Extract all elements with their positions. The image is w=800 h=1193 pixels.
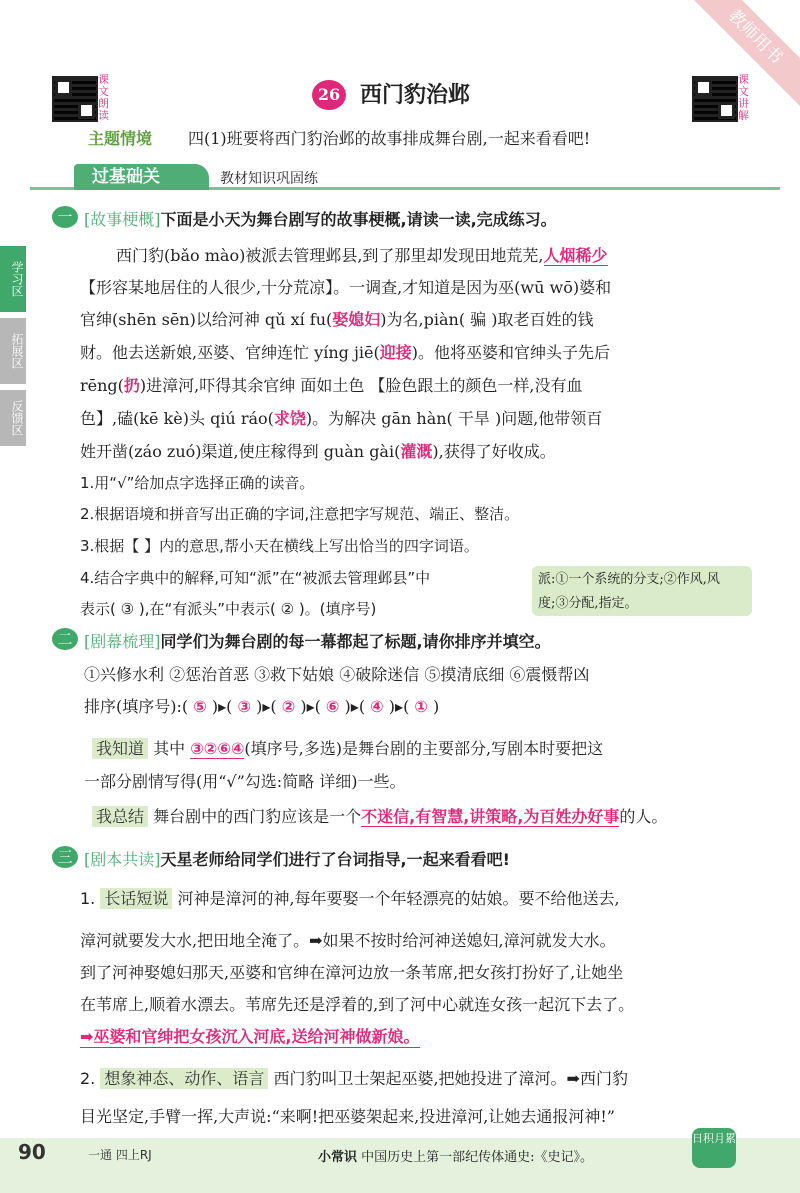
summary-row: [92, 804, 667, 827]
story-line-2: 【形容某地居住的人很少,十分荒凉】。一调查,才知道是因为巫(wū wō)婆和: [80, 278, 612, 297]
question-4-answer: 表示( ③ ),在“有派头”中表示( ② )。(填序号): [80, 600, 377, 618]
item-2-label: 想象神态、动作、语言: [100, 1068, 268, 1089]
order-answer: ⑤: [193, 697, 207, 716]
order-label: 排序(填序号):: [84, 697, 182, 716]
story-line-4: [80, 340, 610, 363]
order-answer: ①: [414, 697, 428, 716]
item-1-line-4: 在苇席上,顺着水漂去。苇席先还是浮着的,到了河中心就连女孩一起沉下去了。: [80, 995, 635, 1014]
section-1-heading: [84, 207, 557, 230]
item-2-line-2: 目光坚定,手臂一挥,大声说:“来啊!把巫婆架起来,投进漳河,让她去通报河神!”: [80, 1107, 615, 1126]
theme-label: 主题情境: [88, 129, 153, 148]
item-1-label: 长话短说: [100, 888, 172, 909]
side-tab-study[interactable]: 学习区: [0, 246, 26, 312]
item-1-line-2: 漳河就要发大水,把田地全淹了。➡如果不按时给河神送媳妇,漳河就发大水。: [80, 931, 616, 950]
side-tab-extend[interactable]: 拓展区: [0, 318, 26, 384]
story-text: )为名,piàn( 骗 )取老百姓的钱: [380, 310, 594, 329]
order-answer: ③: [237, 697, 251, 716]
order-row: 排序(填序号):( ⑤ )▸( ③ )▸( ② )▸( ⑥ )▸( ④ )▸( ① ): [84, 697, 440, 716]
item-1-number: 1.: [80, 889, 96, 908]
section-3-instruction: 天星老师给同学们进行了台词指导,一起来看看吧!: [160, 850, 510, 869]
i-know-row-2: 一部分剧情写得(用“√”勾选:简略 详细)一些。: [84, 772, 406, 791]
story-line-1: [116, 243, 608, 266]
page-number: 90: [18, 1140, 46, 1164]
item-1-row: [80, 886, 620, 909]
story-line-6: [80, 406, 602, 429]
tip-text: 中国历史上第一部纪传体通史:《史记》。: [361, 1150, 594, 1165]
story-text: )。为解决 gān hàn( 干旱 )问题,他带领百: [305, 409, 603, 428]
i-know-answer: ③②⑥④: [190, 739, 245, 758]
story-line-3: [80, 307, 593, 330]
side-tab-feedback[interactable]: 反馈区: [0, 390, 26, 446]
banner-subtitle: 教材知识巩固练: [220, 171, 318, 187]
section-3-heading: [84, 847, 510, 870]
answer-guangai: 灌溉: [400, 442, 433, 461]
qr-reading-label: 课文朗读: [98, 73, 109, 122]
story-line-7: [80, 439, 556, 462]
summary-label: 我总结: [92, 806, 148, 827]
section-2-badge: 二: [52, 628, 78, 650]
lesson-number: 26: [312, 80, 346, 110]
summary-text: 舞台剧中的西门豹应该是一个: [153, 807, 362, 826]
answer-quxifu: 娶媳妇: [332, 310, 381, 329]
answer-reng: 扔: [123, 376, 140, 395]
section-2-instruction: 同学们为舞台剧的每一幕都起了标题,请你排序并填空。: [160, 632, 551, 651]
section-2-tag: [剧幕梳理]: [84, 632, 161, 651]
dictionary-note: 派:①一个系统的分支;②作风,风度;③分配,指定。: [532, 566, 752, 616]
question-3: 3.根据【 】内的意思,帮小天在横线上写出恰当的四字词语。: [80, 537, 479, 555]
qr-code-reading[interactable]: [52, 76, 98, 122]
story-text: )。他将巫婆和官绅头子先后: [411, 343, 611, 362]
story-text: 西门豹(bǎo mào)被派去管理邺县,到了那里却发现田地荒芜,: [116, 246, 544, 265]
story-text: ),获得了好收成。: [432, 442, 556, 461]
section-1-tag: [故事梗概]: [84, 210, 161, 229]
item-1-line-3: 到了河神娶媳妇那天,巫婆和官绅在漳河边放一条苇席,把女孩打扮好了,让她坐: [80, 963, 624, 982]
item-2-number: 2.: [80, 1069, 96, 1088]
order-answer: ④: [370, 697, 384, 716]
answer-yingjie: 迎接: [379, 343, 412, 362]
section-1-instruction: 下面是小天为舞台剧写的故事梗概,请读一读,完成练习。: [160, 210, 557, 229]
answer-qiurao: 求饶: [273, 409, 306, 428]
act-options: ①兴修水利 ②惩治首恶 ③救下姑娘 ④破除迷信 ⑤摸清底细 ⑥震慑帮凶: [84, 665, 590, 684]
story-line-5: [80, 373, 583, 396]
question-1: 1.用“√”给加点字选择正确的读音。: [80, 474, 315, 492]
lesson-title: 西门豹治邺: [360, 83, 471, 108]
section-1-badge: 一: [52, 206, 78, 228]
i-know-label: 我知道: [92, 738, 148, 759]
section-banner: [30, 164, 790, 192]
story-text: )进漳河,吓得其余官绅 面如土色 【脸色跟土的颜色一样,没有血: [139, 376, 583, 395]
section-2-heading: [84, 629, 551, 652]
item-1-text: 河神是漳河的神,每年要娶一个年轻漂亮的姑娘。要不给他送去,: [177, 889, 620, 908]
i-know-row: [92, 736, 603, 759]
tip-row: [318, 1146, 593, 1165]
i-know-text: (填序号,多选)是舞台剧的主要部分,写剧本时要把这: [244, 739, 604, 758]
story-text: rēng(: [80, 376, 124, 395]
brand-label: 一通 四上RJ: [88, 1148, 152, 1162]
order-answer: ②: [281, 697, 296, 716]
qr-explain-label: 课文讲解: [738, 73, 749, 122]
item-2-text: 西门豹叫卫士架起巫婆,把她投进了漳河。➡西门豹: [273, 1069, 628, 1088]
summary-answer: 不迷信,有智慧,讲策略,为百姓办好事: [361, 807, 620, 826]
story-text: 色】,磕(kē kè)头 qiú ráo(: [80, 409, 274, 428]
teacher-edition-badge: 教师用书: [683, 0, 800, 109]
story-text: 姓开凿(záo zuó)渠道,使庄稼得到 guàn gài(: [80, 442, 401, 461]
theme-text: 四(1)班要将西门豹治邺的故事排成舞台剧,一起来看看吧!: [188, 129, 591, 148]
i-know-text: 其中: [153, 739, 186, 758]
tip-label: 小常识: [318, 1150, 358, 1165]
summary-text: 的人。: [619, 807, 668, 826]
section-3-tag: [剧本共读]: [84, 850, 161, 869]
story-text: 官绅(shēn sēn)以给河神 qǔ xí fu(: [80, 310, 333, 329]
story-text: 财。他去送新娘,巫婆、官绅连忙 yíng jiē(: [80, 343, 380, 362]
banner-title: 过基础关: [74, 164, 209, 190]
item-1-answer: ➡巫婆和官绅把女孩沉入河底,送给河神做新娘。: [80, 1024, 420, 1048]
order-answer: ⑥: [325, 697, 340, 716]
daily-accumulation-badge: 日积月累: [692, 1128, 736, 1168]
question-2: 2.根据语境和拼音写出正确的字词,注意把字写规范、端正、整洁。: [80, 505, 520, 523]
item-2-row: [80, 1066, 628, 1089]
qr-code-explain[interactable]: [692, 76, 738, 122]
section-3-badge: 三: [52, 846, 78, 868]
question-4: 4.结合字典中的解释,可知“派”在“被派去管理邺县”中: [80, 569, 431, 587]
answer-idiom-1: 人烟稀少: [543, 246, 608, 265]
